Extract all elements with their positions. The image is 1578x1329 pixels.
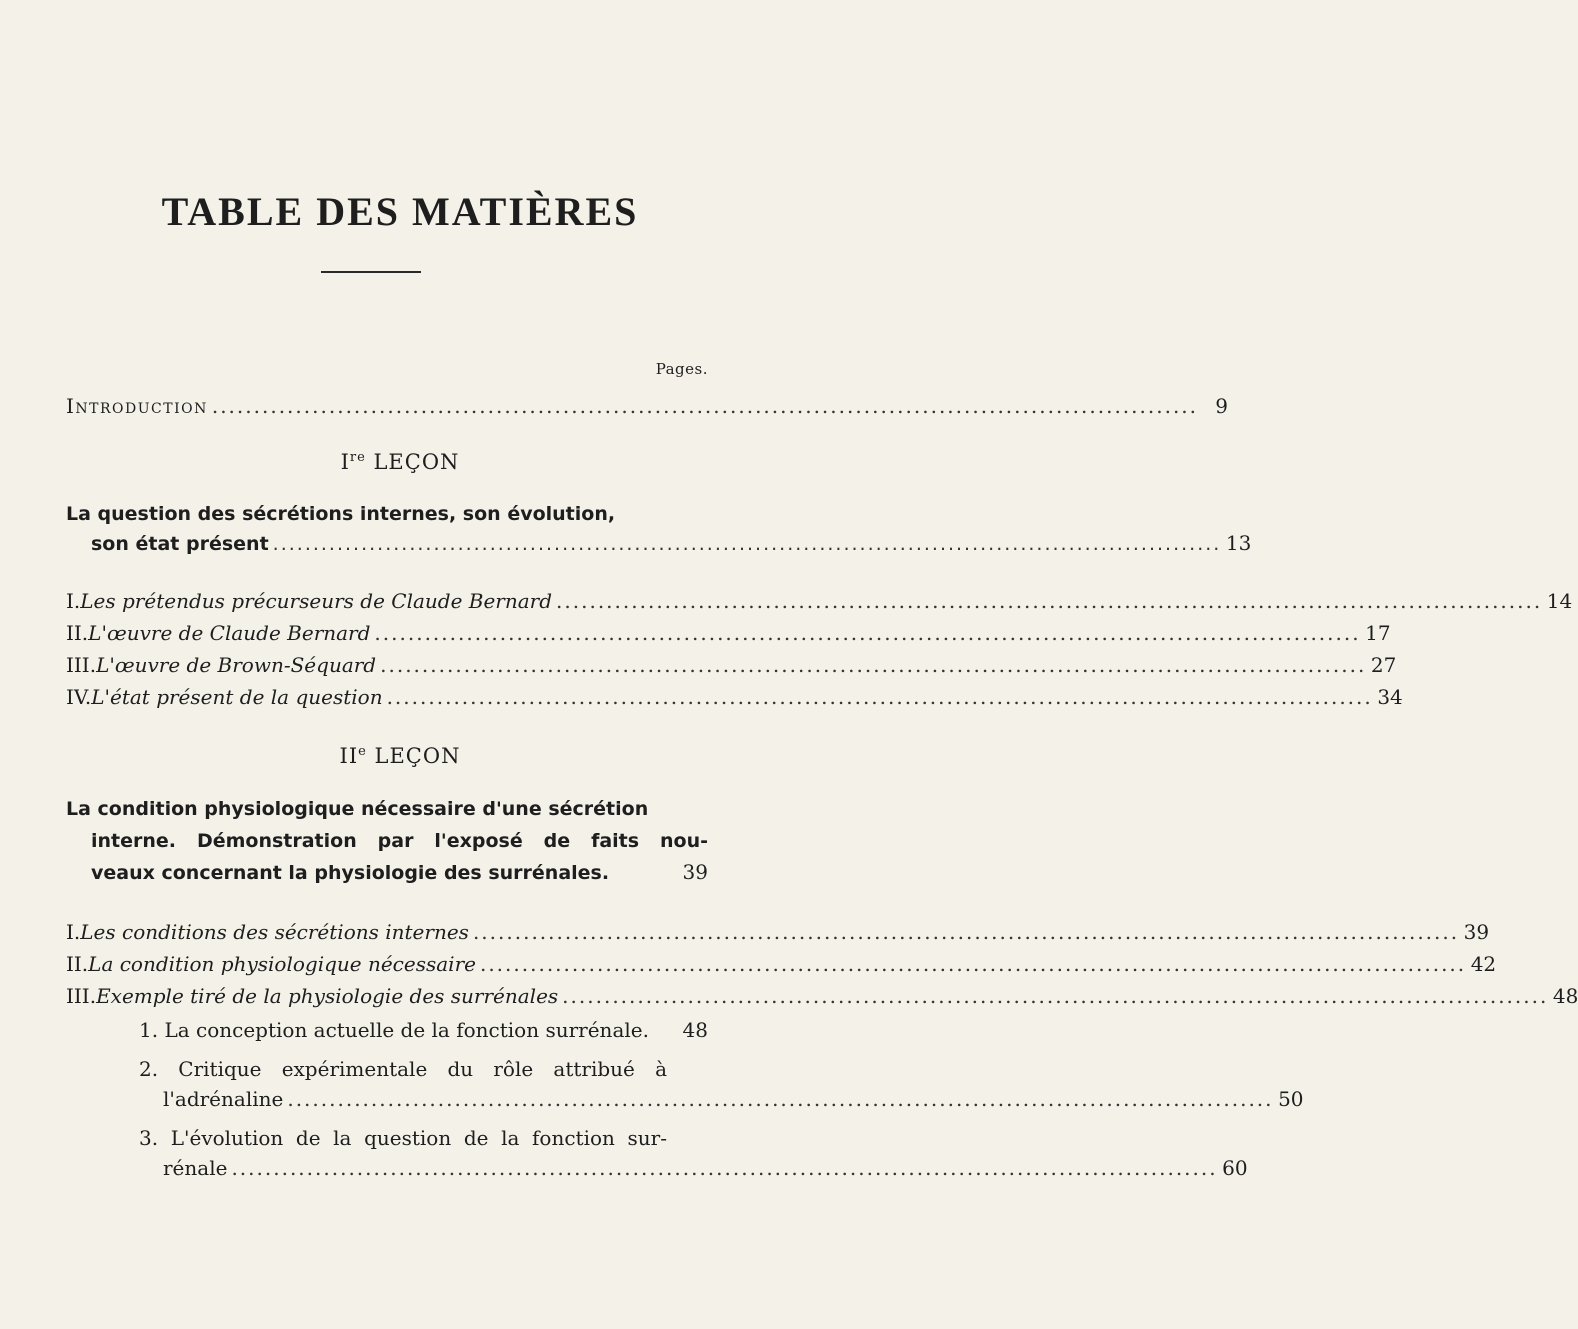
toc-subentry-1[interactable]: [139, 1016, 708, 1044]
toc-subentry-2-line-1: 2. Critique expérimentale du rôle attribué à: [139, 1057, 667, 1081]
entry-label: 1. La conception actuelle de la fonction surrénale.: [139, 1018, 649, 1042]
lecon-1-title-line-2[interactable]: [91, 529, 1252, 558]
toc-entry-lecon2-iii[interactable]: [66, 982, 1578, 1010]
entry-roman: I.: [66, 589, 81, 613]
entry-roman: II.: [66, 952, 89, 976]
entry-label: Exemple tiré de la physiologie des surrénales: [96, 984, 559, 1008]
leader-dots: ......................................................................................................................: [380, 653, 1367, 677]
entry-page: 34: [1377, 685, 1403, 709]
entry-page: 17: [1365, 621, 1391, 645]
leader-dots: ......................................................................................................................: [231, 1156, 1218, 1180]
entry-roman: I.: [66, 920, 81, 944]
entry-label: rénale: [163, 1156, 228, 1180]
title-rule: [321, 271, 421, 273]
leader-dots: ......................................................................................................................: [287, 1087, 1274, 1111]
leader-dots: ......................................................................................................................: [562, 984, 1549, 1008]
leader-dots: ......................................................................................................................: [556, 589, 1543, 613]
entry-label: La condition physiologique nécessaire: [88, 952, 476, 976]
leader-dots: ......................................................................................................................: [272, 533, 1222, 555]
entry-page: 39: [1463, 920, 1490, 944]
entry-label: Les prétendus précurseurs de Claude Bernard: [80, 589, 553, 613]
toc-entry-lecon1-ii[interactable]: [66, 619, 1391, 647]
entry-page: 48: [1552, 984, 1578, 1008]
leader-dots: ......................................................................................................................: [211, 394, 1199, 418]
toc-entry-lecon2-i[interactable]: [66, 918, 1490, 946]
entry-page: 14: [1546, 589, 1573, 613]
entry-page: 50: [1278, 1087, 1304, 1111]
entry-roman: II.: [66, 621, 89, 645]
leader-dots: ......................................................................................................................: [374, 621, 1361, 645]
toc-entry-lecon1-iv[interactable]: [66, 683, 1403, 711]
entry-label: L'état présent de la question: [91, 685, 383, 709]
entry-label: L'œuvre de Brown-Séquard: [96, 653, 377, 677]
entry-label: Les conditions des sécrétions internes: [80, 920, 469, 944]
lecon-2-heading: [0, 744, 800, 768]
lecon-word: LEÇON: [373, 450, 460, 474]
toc-entry-lecon1-i[interactable]: [66, 587, 1573, 615]
toc-subentry-2[interactable]: [163, 1085, 1304, 1113]
entry-page: 48: [682, 1018, 708, 1042]
toc-entry-lecon1-iii[interactable]: [66, 651, 1397, 679]
page-title: TABLE DES MATIÈRES: [161, 189, 639, 234]
pages-column-label: Pages.: [655, 360, 708, 378]
lecon-numeral: II: [339, 744, 359, 768]
leader-dots: ......................................................................................................................: [472, 920, 1460, 944]
lecon-word: LEÇON: [374, 744, 461, 768]
toc-subentry-3-line-1: 3. L'évolution de la question de la fonction sur-: [139, 1126, 667, 1150]
entry-page: 60: [1222, 1156, 1248, 1180]
entry-page: 39: [682, 860, 708, 884]
lecon-1-title-line-1: La question des sécrétions internes, son évolution,: [66, 503, 616, 525]
lecon-2-title-line-3[interactable]: [91, 858, 708, 887]
entry-page: 27: [1370, 653, 1397, 677]
leader-dots: ......................................................................................................................: [386, 685, 1373, 709]
entry-page: 13: [1225, 531, 1252, 555]
lecon-suffix: e: [358, 744, 367, 759]
lecon-numeral: I: [340, 450, 350, 474]
entry-roman: III.: [66, 653, 97, 677]
lecon-suffix: re: [349, 450, 366, 465]
entry-label: L'œuvre de Claude Bernard: [88, 621, 371, 645]
lecon-2-title-line-2: interne. Démonstration par l'exposé de faits nou-: [91, 830, 708, 852]
entry-page: 9: [1215, 394, 1229, 418]
toc-entry-introduction[interactable]: [66, 392, 1229, 420]
entry-label: son état présent: [91, 533, 269, 555]
entry-label: l'adrénaline: [163, 1087, 284, 1111]
entry-page: 42: [1470, 952, 1497, 976]
toc-subentry-3[interactable]: [163, 1154, 1248, 1182]
entry-label: veaux concernant la physiologie des surrénales.: [91, 862, 610, 884]
leader-dots: ......................................................................................................................: [479, 952, 1467, 976]
lecon-1-heading: [0, 450, 800, 474]
lecon-2-title-line-1: La condition physiologique nécessaire d'une sécrétion: [66, 798, 649, 820]
entry-label: Introduction: [66, 394, 208, 418]
entry-roman: IV.: [66, 685, 92, 709]
entry-roman: III.: [66, 984, 97, 1008]
toc-entry-lecon2-ii[interactable]: [66, 950, 1497, 978]
